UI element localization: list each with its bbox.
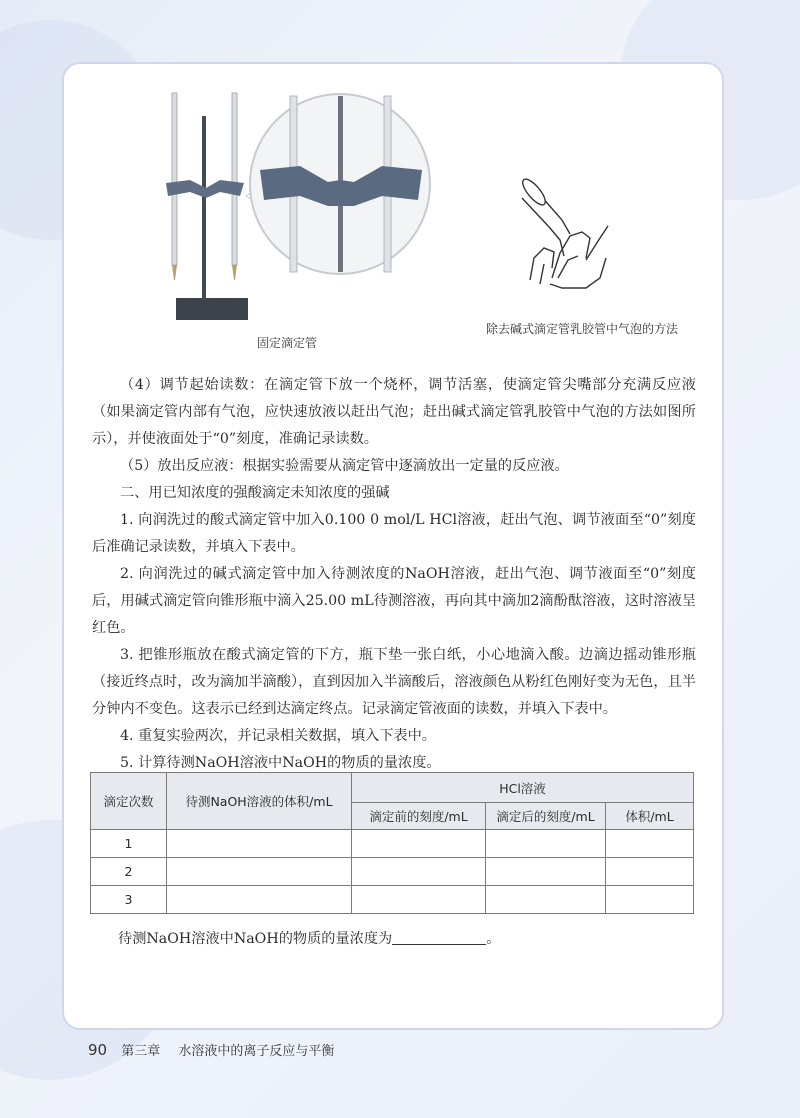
header-hcl-volume: 体积/mL [606,803,694,830]
header-after-reading: 滴定后的刻度/mL [486,803,606,830]
stand-rod [202,116,206,300]
empty-cell[interactable] [486,886,606,914]
empty-cell[interactable] [167,858,352,886]
titration-data-table [90,772,694,914]
empty-cell[interactable] [606,858,694,886]
table-row [91,858,694,886]
section-heading: 二、用已知浓度的强酸滴定未知浓度的强碱 [120,485,390,501]
answer-prefix: 待测NaOH溶液中NaOH的物质的量浓度为 [118,931,393,947]
figure-caption-left: 固定滴定管 [257,336,318,350]
empty-cell[interactable] [352,858,486,886]
header-trial: 滴定次数 [91,773,167,830]
burette-stand-illustration [150,88,710,348]
paragraph: 3. 把锥形瓶放在酸式滴定管的下方，瓶下垫一张白纸，小心地滴入酸。边滴边摇动锥形瓶（接近终点时，改为滴加半滴酸），直到因加入半滴酸后，溶液颜色从粉红色刚好变为无色，且半分钟内不变色。这表示已经到达滴定终点。记录滴定管液面的读数，并填入下表中。 [92,647,696,717]
hand-squeeze-illustration [519,176,608,288]
table-row [91,830,694,858]
paragraph: （4）调节起始读数：在滴定管下放一个烧杯，调节活塞，使滴定管尖嘴部分充满反应液（如果滴定管内部有气泡，应快速放液以赶出气泡；赶出碱式滴定管乳胶管中气泡的方法如图所示），并使液面处于“0”刻度，准确记录读数。 [92,377,696,447]
header-before-reading: 滴定前的刻度/mL [352,803,486,830]
answer-line [118,928,500,948]
answer-suffix: 。 [486,931,501,947]
chapter-label: 第三章 [121,1044,161,1059]
header-naoh-volume: 待测NaOH溶液的体积/mL [167,773,352,830]
page-number: 90 [88,1041,108,1059]
paragraph: 5. 计算待测NaOH溶液中NaOH的物质的量浓度。 [120,755,441,771]
paragraph: （5）放出反应液：根据实验需要从滴定管中逐滴放出一定量的反应液。 [120,458,569,474]
trial-number: 1 [91,830,167,858]
empty-cell[interactable] [486,830,606,858]
answer-blank[interactable] [392,929,486,945]
table-row [91,886,694,914]
empty-cell[interactable] [352,886,486,914]
trial-number: 2 [91,858,167,886]
page-footer [88,1040,334,1059]
empty-cell[interactable] [486,858,606,886]
figure-area [150,88,710,348]
empty-cell[interactable] [167,830,352,858]
figure-caption-right: 除去碱式滴定管乳胶管中气泡的方法 [486,322,679,336]
header-hcl-group: HCl溶液 [352,773,694,803]
body-text [92,372,696,777]
empty-cell[interactable] [352,830,486,858]
empty-cell[interactable] [606,830,694,858]
paragraph: 4. 重复实验两次，并记录相关数据，填入下表中。 [120,728,436,744]
paragraph: 2. 向润洗过的碱式滴定管中加入待测浓度的NaOH溶液，赶出气泡、调节液面至“0”刻度后，用碱式滴定管向锥形瓶中滴入25.00 mL待测溶液，再向其中滴加2滴酚酞溶液，这时溶液呈红色。 [92,566,696,636]
empty-cell[interactable] [606,886,694,914]
stand-base [176,298,248,320]
empty-cell[interactable] [167,886,352,914]
paragraph: 1. 向润洗过的酸式滴定管中加入0.100 0 mol/L HCl溶液，赶出气泡、调节液面至“0”刻度后准确记录读数，并填入下表中。 [92,512,696,555]
chapter-title: 水溶液中的离子反应与平衡 [178,1044,335,1059]
trial-number: 3 [91,886,167,914]
